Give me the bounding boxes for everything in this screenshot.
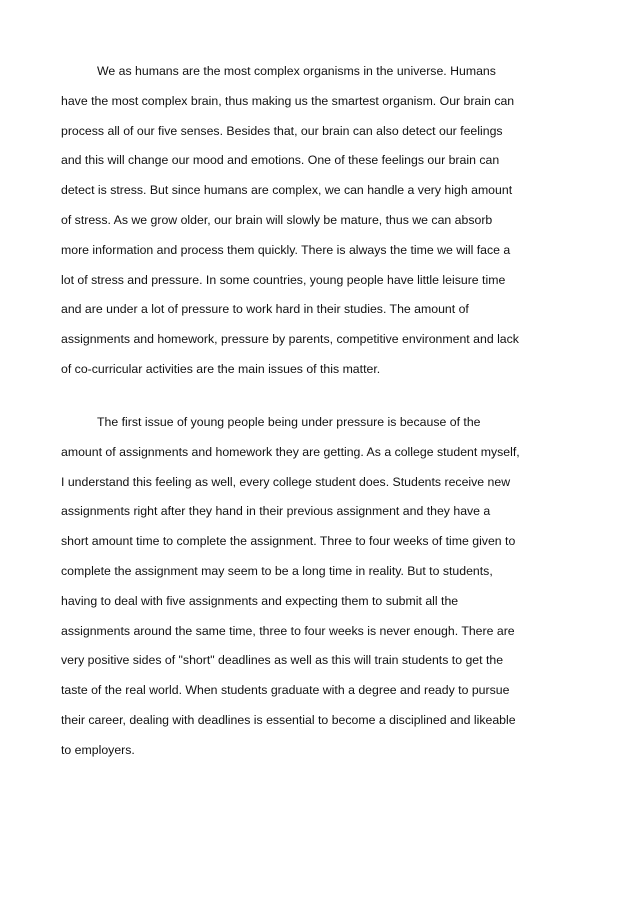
paragraph-line: of stress. As we grow older, our brain will slowly be mature, thus we can absorb <box>61 212 493 227</box>
paragraph-line: have the most complex brain, thus making us the smartest organism. Our brain can <box>61 93 515 108</box>
paragraph-line: to employers. <box>61 742 135 757</box>
paragraph-line: process all of our five senses. Besides that, our brain can also detect our feelings <box>61 123 503 138</box>
paragraph-line: more information and process them quickly. There is always the time we will face a <box>61 242 511 257</box>
paragraph-line: I understand this feeling as well, every college student does. Students receive new <box>61 474 511 489</box>
paragraph-line: The first issue of young people being under pressure is because of the <box>97 415 481 429</box>
paragraph-line: amount of assignments and homework they are getting. As a college student myself, <box>61 444 520 459</box>
paragraph-line: We as humans are the most complex organisms in the universe. Humans <box>97 64 496 78</box>
paragraph-line: and are under a lot of pressure to work hard in their studies. The amount of <box>61 302 469 317</box>
paragraph-line: assignments and homework, pressure by parents, competitive environment and lack <box>61 332 519 347</box>
paragraph-2 <box>61 408 581 766</box>
paragraph-line: of co-curricular activities are the main issues of this matter. <box>61 361 381 376</box>
paragraph-line: complete the assignment may seem to be a long time in reality. But to students, <box>61 563 493 578</box>
paragraph-line: having to deal with five assignments and expecting them to submit all the <box>61 593 459 608</box>
paragraph-line: lot of stress and pressure. In some countries, young people have little leisure time <box>61 272 506 287</box>
paragraph-line: very positive sides of "short" deadlines as well as this will train students to get the <box>61 653 504 668</box>
paragraph-line: and this will change our mood and emotions. One of these feelings our brain can <box>61 153 500 168</box>
paragraph-line: taste of the real world. When students graduate with a degree and ready to pursue <box>61 683 510 698</box>
paragraph-line: short amount time to complete the assignment. Three to four weeks of time given to <box>61 534 516 549</box>
paragraph-line: detect is stress. But since humans are complex, we can handle a very high amount <box>61 183 513 198</box>
paragraph-line: assignments right after they hand in their previous assignment and they have a <box>61 504 491 519</box>
paragraph-line: their career, dealing with deadlines is essential to become a disciplined and likeable <box>61 712 516 727</box>
paragraph-line: assignments around the same time, three to four weeks is never enough. There are <box>61 623 515 638</box>
paragraph-1 <box>61 57 581 385</box>
